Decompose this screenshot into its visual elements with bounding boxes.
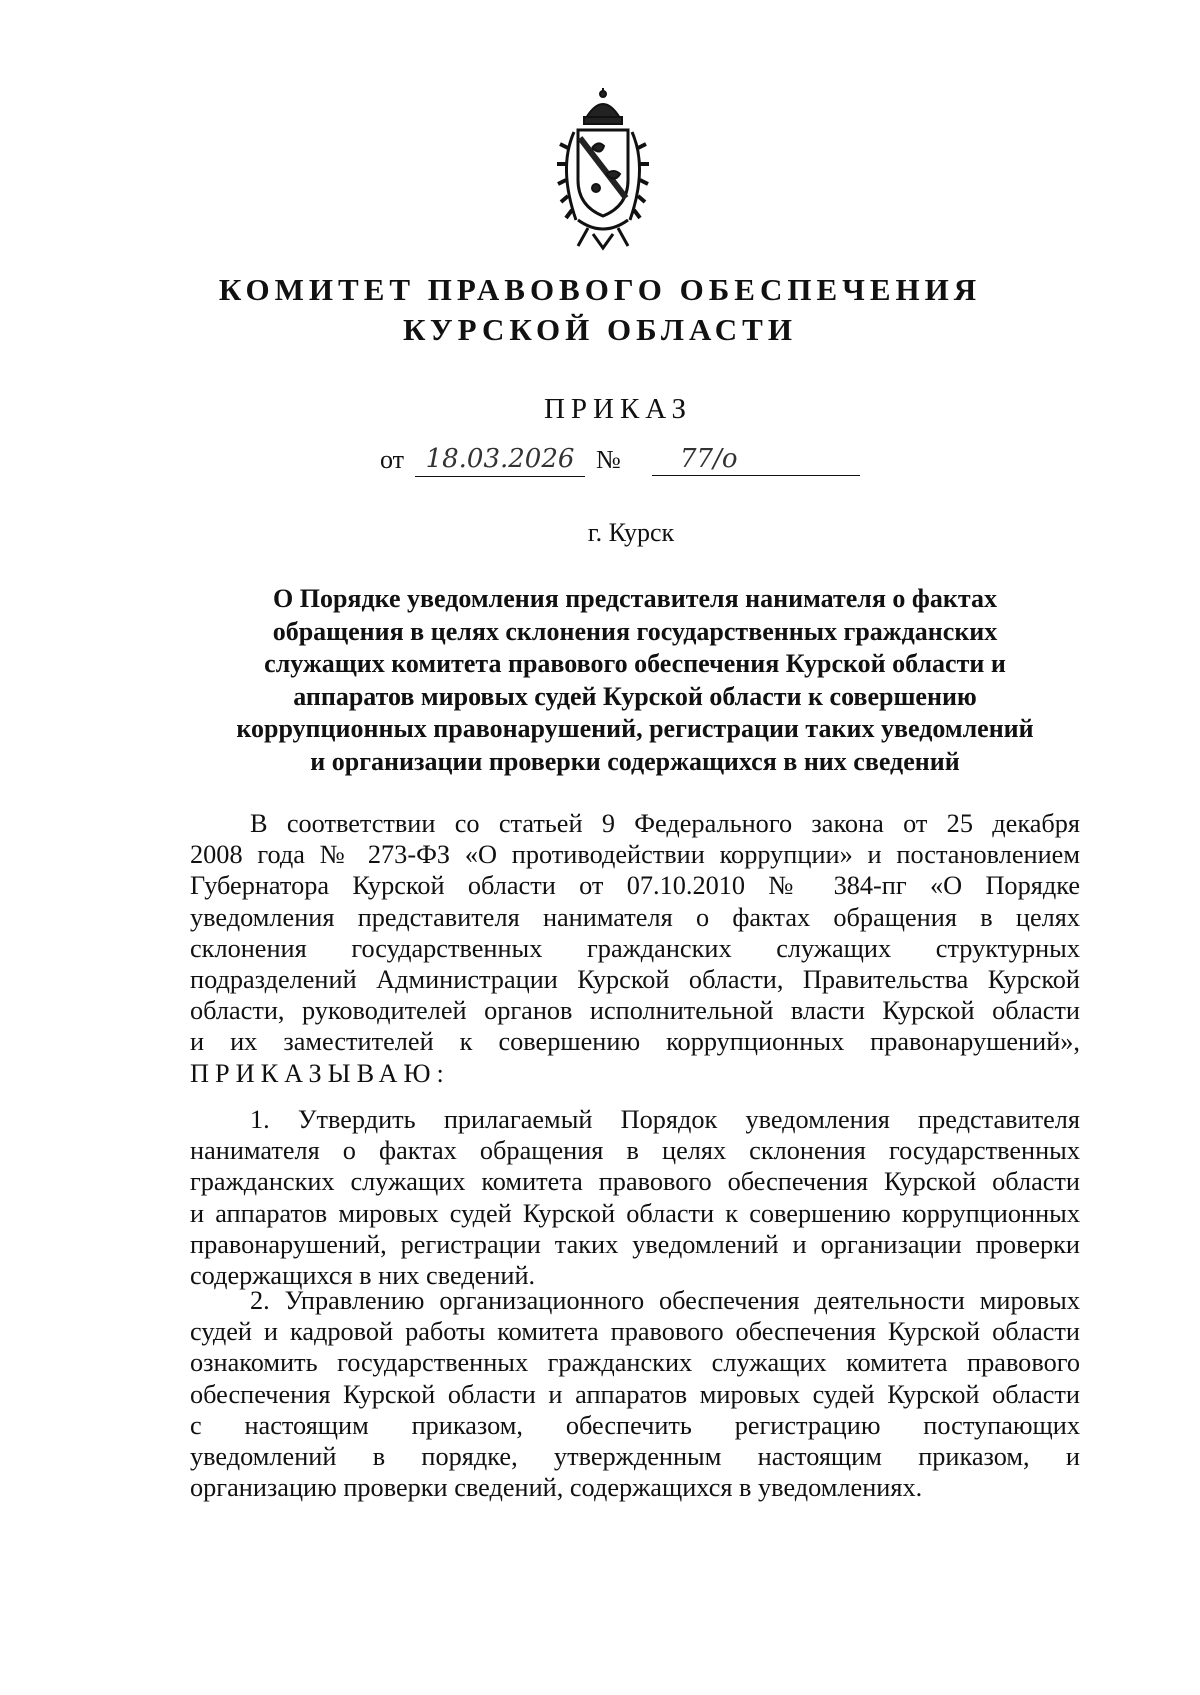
date-label: от	[380, 445, 405, 474]
text-line: склонения государственных гражданских служащих структурных	[190, 933, 1080, 963]
city: г. Курск	[587, 518, 675, 547]
text-line: уведомления представителя нанимателя о фактах обращения в целях	[190, 902, 1080, 932]
text-line: 1. Утвердить прилагаемый Порядок уведомления представителя	[250, 1105, 1080, 1134]
text-line: с настоящим приказом, обеспечить регистрацию поступающих	[190, 1410, 1080, 1440]
text-line: организацию проверки сведений, содержащихся в уведомлениях.	[190, 1473, 923, 1503]
subject-line: коррупционных правонарушений, регистрации таких уведомлений	[236, 714, 1034, 743]
text-line: В соответствии со статьей 9 Федерального закона от 25 декабря	[250, 809, 1080, 838]
text-line: нанимателя о фактах обращения в целях склонения государственных	[190, 1136, 1080, 1166]
text-line: области, руководителей органов исполнительной власти Курской области	[190, 996, 1080, 1026]
subject-line: аппаратов мировых судей Курской области к совершению	[293, 681, 977, 711]
order-word: ПРИКАЗЫВАЮ:	[190, 1058, 450, 1088]
coat-of-arms-emblem	[548, 88, 658, 253]
text-line: содержащихся в них сведений.	[190, 1260, 536, 1290]
preamble-paragraph	[190, 808, 1080, 1089]
text-line: 2008 года № 273-ФЗ «О противодействии коррупции» и постановлением	[190, 840, 1080, 870]
text-line: правонарушений, регистрации таких уведомлений и организации проверки	[190, 1229, 1080, 1259]
subject-line: обращения в целях склонения государственных гражданских	[272, 616, 998, 646]
text-line: Губернатора Курской области от 07.10.2010 № 384-пг «О Порядке	[190, 871, 1080, 901]
date-value: 18.03.2026	[415, 443, 585, 477]
org-name-line-1: КОМИТЕТ ПРАВОВОГО ОБЕСПЕЧЕНИЯ	[218, 272, 982, 307]
text-line: гражданских служащих комитета правового обеспечения Курской области	[190, 1167, 1080, 1197]
text-line: судей и кадровой работы комитета правового обеспечения Курской области	[190, 1317, 1080, 1347]
subject-line: служащих комитета правового обеспечения Курской области и	[264, 649, 1006, 678]
text-line: и их заместителей к совершению коррупционных правонарушений»,	[190, 1027, 1080, 1057]
text-line: подразделений Администрации Курской области, Правительства Курской	[190, 964, 1080, 994]
org-name-line-2: КУРСКОЙ ОБЛАСТИ	[403, 312, 797, 347]
text-line: и аппаратов мировых судей Курской области к совершению коррупционных	[190, 1198, 1080, 1228]
text-line: обеспечения Курской области и аппаратов мировых судей Курской области	[190, 1379, 1080, 1409]
text-line: 2. Управлению организационного обеспечения деятельности мировых	[250, 1286, 1080, 1315]
number-value: 77/о	[652, 443, 860, 476]
subject-line: и организации проверки содержащихся в них сведений	[310, 746, 960, 776]
subject-line: О Порядке уведомления представителя нанимателя о фактах	[273, 584, 997, 613]
text-line: уведомлений в порядке, утвержденным настоящим приказом, и	[190, 1441, 1080, 1471]
item-2-paragraph	[190, 1285, 1080, 1503]
number-label: №	[596, 445, 621, 474]
document-subject	[190, 583, 1080, 778]
text-line: ознакомить государственных гражданских служащих комитета правового	[190, 1348, 1080, 1378]
document-type: ПРИКАЗ	[543, 393, 693, 425]
item-1-paragraph	[190, 1104, 1080, 1291]
